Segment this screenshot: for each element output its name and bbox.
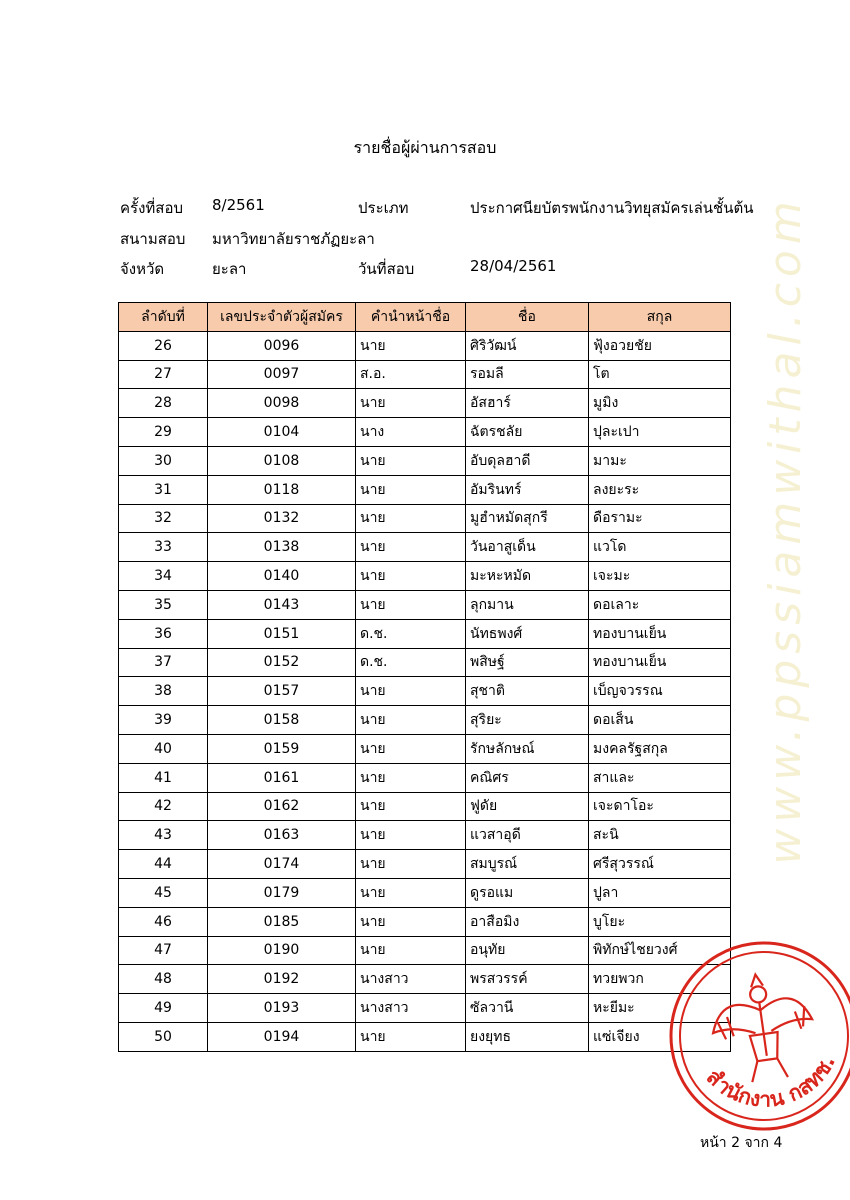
row-last-name: สะนิ — [589, 821, 731, 850]
row-applicant-id: 0185 — [208, 907, 356, 936]
province-value: ยะลา — [212, 260, 247, 278]
table-row — [119, 734, 731, 763]
row-applicant-id: 0161 — [208, 763, 356, 792]
table-row — [119, 763, 731, 792]
row-first-name: ฉัตรชลัย — [466, 418, 589, 447]
row-last-name: ลงยะระ — [589, 475, 731, 504]
table-row — [119, 360, 731, 389]
table-row — [119, 619, 731, 648]
row-last-name: แซ่เจียง — [589, 1022, 731, 1051]
header-first-name: ชื่อ — [466, 303, 589, 332]
row-first-name: นัทธพงศ์ — [466, 619, 589, 648]
row-order: 48 — [119, 965, 208, 994]
row-order: 38 — [119, 677, 208, 706]
row-applicant-id: 0104 — [208, 418, 356, 447]
table-row — [119, 475, 731, 504]
row-order: 39 — [119, 706, 208, 735]
row-applicant-id: 0179 — [208, 878, 356, 907]
row-first-name: พสิษฐ์ — [466, 648, 589, 677]
row-first-name: ลุกมาน — [466, 590, 589, 619]
type-value: ประกาศนียบัตรพนักงานวิทยุสมัครเล่นชั้นต้น — [470, 199, 754, 217]
row-last-name: เจะมะ — [589, 562, 731, 591]
row-last-name: ทวยพวก — [589, 965, 731, 994]
row-applicant-id: 0140 — [208, 562, 356, 591]
row-order: 50 — [119, 1022, 208, 1051]
row-applicant-id: 0152 — [208, 648, 356, 677]
table-row — [119, 389, 731, 418]
row-last-name: มูมิง — [589, 389, 731, 418]
row-order: 33 — [119, 533, 208, 562]
row-applicant-id: 0108 — [208, 446, 356, 475]
row-last-name: แวโด — [589, 533, 731, 562]
row-name-title: นาย — [356, 677, 466, 706]
row-last-name: ปุละเปา — [589, 418, 731, 447]
round-label: ครั้งที่สอบ — [120, 199, 183, 217]
row-applicant-id: 0174 — [208, 850, 356, 879]
row-order: 47 — [119, 936, 208, 965]
table-row — [119, 706, 731, 735]
row-last-name: ศรีสุวรรณ์ — [589, 850, 731, 879]
row-applicant-id: 0098 — [208, 389, 356, 418]
row-name-title: นาย — [356, 504, 466, 533]
row-first-name: อัสฮาร์ — [466, 389, 589, 418]
header-last-name: สกุล — [589, 303, 731, 332]
row-order: 34 — [119, 562, 208, 591]
province-label: จังหวัด — [120, 260, 165, 278]
row-name-title: ส.อ. — [356, 360, 466, 389]
table-row — [119, 1022, 731, 1051]
header-name-title: คำนำหน้าชื่อ — [356, 303, 466, 332]
row-applicant-id: 0151 — [208, 619, 356, 648]
row-name-title: นาย — [356, 475, 466, 504]
type-label: ประเภท — [358, 199, 409, 217]
date-label: วันที่สอบ — [358, 260, 415, 278]
table-header-row — [119, 303, 731, 332]
row-last-name: มามะ — [589, 446, 731, 475]
table-row — [119, 907, 731, 936]
row-last-name: ดือรามะ — [589, 504, 731, 533]
row-last-name: ดอเลาะ — [589, 590, 731, 619]
row-order: 28 — [119, 389, 208, 418]
row-first-name: ศิริวัฒน์ — [466, 331, 589, 360]
venue-label: สนามสอบ — [120, 230, 186, 248]
row-name-title: ด.ช. — [356, 648, 466, 677]
watermark-text: www.ppssiamwithal.com — [760, 195, 811, 865]
table-row — [119, 821, 731, 850]
row-first-name: ฟูดัย — [466, 792, 589, 821]
row-first-name: มะหะหมัด — [466, 562, 589, 591]
table-row — [119, 850, 731, 879]
page-number: หน้า 2 จาก 4 — [700, 1135, 783, 1151]
row-name-title: นาย — [356, 1022, 466, 1051]
table-row — [119, 994, 731, 1023]
header-order: ลำดับที่ — [119, 303, 208, 332]
table-row — [119, 648, 731, 677]
row-name-title: นาย — [356, 590, 466, 619]
row-name-title: นาย — [356, 446, 466, 475]
row-order: 40 — [119, 734, 208, 763]
row-order: 37 — [119, 648, 208, 677]
row-order: 44 — [119, 850, 208, 879]
table-row — [119, 418, 731, 447]
row-order: 45 — [119, 878, 208, 907]
row-applicant-id: 0162 — [208, 792, 356, 821]
row-name-title: นางสาว — [356, 994, 466, 1023]
row-last-name: ดอเส็น — [589, 706, 731, 735]
header-applicant-id: เลขประจำตัวผู้สมัคร — [208, 303, 356, 332]
row-last-name: ทองบานเย็น — [589, 648, 731, 677]
row-last-name: เบ็ญจวรรณ — [589, 677, 731, 706]
row-order: 35 — [119, 590, 208, 619]
row-first-name: ซัลวานี — [466, 994, 589, 1023]
row-order: 36 — [119, 619, 208, 648]
row-applicant-id: 0159 — [208, 734, 356, 763]
row-applicant-id: 0157 — [208, 677, 356, 706]
row-applicant-id: 0132 — [208, 504, 356, 533]
row-name-title: นาย — [356, 562, 466, 591]
row-order: 31 — [119, 475, 208, 504]
row-first-name: สมบูรณ์ — [466, 850, 589, 879]
row-last-name: ฟุ้งอวยชัย — [589, 331, 731, 360]
row-first-name: รักษลักษณ์ — [466, 734, 589, 763]
row-order: 43 — [119, 821, 208, 850]
stamp-text: สำนักงาน กสทช. — [701, 1051, 840, 1112]
row-order: 30 — [119, 446, 208, 475]
row-name-title: นาย — [356, 936, 466, 965]
row-last-name: มงคลรัฐสกุล — [589, 734, 731, 763]
row-order: 49 — [119, 994, 208, 1023]
row-last-name: ปูลา — [589, 878, 731, 907]
row-applicant-id: 0138 — [208, 533, 356, 562]
row-first-name: ยงยุทธ — [466, 1022, 589, 1051]
table-row — [119, 936, 731, 965]
row-order: 41 — [119, 763, 208, 792]
row-order: 32 — [119, 504, 208, 533]
row-name-title: นาย — [356, 706, 466, 735]
table-row — [119, 965, 731, 994]
row-first-name: อาสือมิง — [466, 907, 589, 936]
row-applicant-id: 0163 — [208, 821, 356, 850]
row-name-title: นาย — [356, 763, 466, 792]
row-first-name: สุชาติ — [466, 677, 589, 706]
row-last-name: เจะดาโอะ — [589, 792, 731, 821]
table-row — [119, 590, 731, 619]
row-first-name: แวสาอุดี — [466, 821, 589, 850]
row-applicant-id: 0096 — [208, 331, 356, 360]
table-row — [119, 504, 731, 533]
results-table-body — [119, 331, 731, 1051]
row-last-name: หะยีมะ — [589, 994, 731, 1023]
table-row — [119, 533, 731, 562]
row-last-name: โต — [589, 360, 731, 389]
row-first-name: ดูรอแม — [466, 878, 589, 907]
row-first-name: มูฮำหมัดสุกรี — [466, 504, 589, 533]
row-first-name: อับดุลฮาดี — [466, 446, 589, 475]
date-value: 28/04/2561 — [470, 257, 557, 275]
row-name-title: นาย — [356, 533, 466, 562]
table-row — [119, 331, 731, 360]
row-first-name: คณิศร — [466, 763, 589, 792]
table-row — [119, 792, 731, 821]
row-name-title: นาย — [356, 907, 466, 936]
row-last-name: บูโยะ — [589, 907, 731, 936]
row-order: 29 — [119, 418, 208, 447]
row-name-title: นาง — [356, 418, 466, 447]
row-first-name: วันอาสูเด็น — [466, 533, 589, 562]
row-applicant-id: 0192 — [208, 965, 356, 994]
results-table — [118, 302, 731, 1052]
round-value: 8/2561 — [212, 196, 265, 214]
row-name-title: ด.ช. — [356, 619, 466, 648]
table-row — [119, 446, 731, 475]
row-applicant-id: 0097 — [208, 360, 356, 389]
row-applicant-id: 0118 — [208, 475, 356, 504]
row-name-title: นาย — [356, 389, 466, 418]
row-name-title: นาย — [356, 878, 466, 907]
row-first-name: รอมลี — [466, 360, 589, 389]
table-row — [119, 562, 731, 591]
page-title: รายชื่อผู้ผ่านการสอบ — [353, 138, 497, 157]
row-order: 42 — [119, 792, 208, 821]
row-first-name: อนุทัย — [466, 936, 589, 965]
row-first-name: พรสวรรค์ — [466, 965, 589, 994]
row-last-name: พิทักษ์ไชยวงศ์ — [589, 936, 731, 965]
row-name-title: นาย — [356, 821, 466, 850]
row-name-title: นาย — [356, 792, 466, 821]
row-order: 26 — [119, 331, 208, 360]
table-row — [119, 878, 731, 907]
row-applicant-id: 0194 — [208, 1022, 356, 1051]
row-applicant-id: 0193 — [208, 994, 356, 1023]
watermark — [760, 140, 840, 920]
row-applicant-id: 0158 — [208, 706, 356, 735]
row-first-name: อัมรินทร์ — [466, 475, 589, 504]
table-row — [119, 677, 731, 706]
row-last-name: ทองบานเย็น — [589, 619, 731, 648]
venue-value: มหาวิทยาลัยราชภัฏยะลา — [212, 230, 375, 248]
row-name-title: นาย — [356, 734, 466, 763]
row-name-title: นาย — [356, 331, 466, 360]
row-last-name: สาและ — [589, 763, 731, 792]
row-name-title: นาย — [356, 850, 466, 879]
row-name-title: นางสาว — [356, 965, 466, 994]
row-applicant-id: 0143 — [208, 590, 356, 619]
row-order: 27 — [119, 360, 208, 389]
row-first-name: สุริยะ — [466, 706, 589, 735]
row-applicant-id: 0190 — [208, 936, 356, 965]
row-order: 46 — [119, 907, 208, 936]
